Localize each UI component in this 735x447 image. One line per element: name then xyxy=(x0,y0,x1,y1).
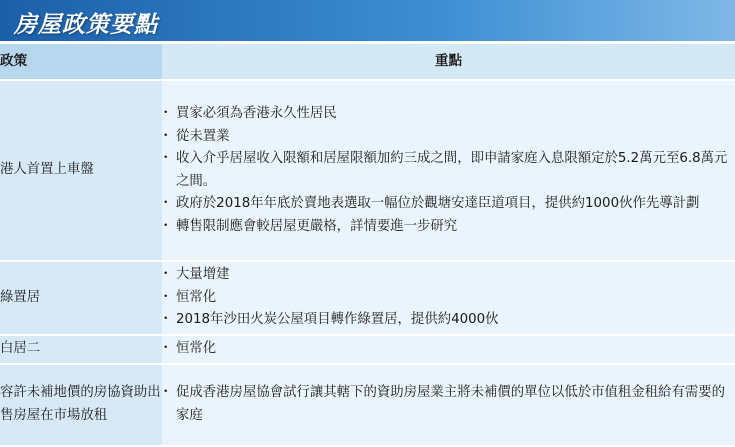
policy-points xyxy=(162,364,735,446)
list-item: ・ 促成香港房屋協會試行讓其轄下的資助房屋業主將未補價的單位以低於市值租金租給有需要的家庭 xyxy=(162,382,735,427)
table-row xyxy=(0,335,735,364)
policy-name: 白居二 xyxy=(0,335,162,364)
list-item: ・ 大量增建 xyxy=(162,264,735,287)
table-row xyxy=(0,80,735,261)
list-item: ・ 2018年沙田火炭公屋項目轉作綠置居，提供約4000伙 xyxy=(162,309,735,332)
policy-name: 綠置居 xyxy=(0,261,162,335)
table-row xyxy=(0,364,735,446)
list-item: ・ 恒常化 xyxy=(162,338,735,361)
table-header-row xyxy=(0,44,735,80)
title-bar xyxy=(0,0,735,44)
list-item: ・ 政府於2018年年底於賣地表選取一幅位於觀塘安達臣道項目，提供約1000伙作先導計劃 xyxy=(162,193,735,216)
column-header-policy: 政策 xyxy=(0,44,162,80)
list-item: ・ 恒常化 xyxy=(162,287,735,310)
list-item: ・ 從未置業 xyxy=(162,126,735,149)
column-header-key-points: 重點 xyxy=(162,44,735,80)
policy-name: 港人首置上車盤 xyxy=(0,80,162,261)
list-item: ・ 收入介乎居屋收入限額和居屋限額加約三成之間，即申請家庭入息限額定於5.2萬元至6.8萬元之間。 xyxy=(162,148,735,193)
policy-points xyxy=(162,80,735,261)
policy-points xyxy=(162,335,735,364)
policy-points xyxy=(162,261,735,335)
policy-name: 容許未補地價的房協資助出售房屋在市場放租 xyxy=(0,364,162,446)
table-row xyxy=(0,261,735,335)
page-title: 房屋政策要點 xyxy=(14,12,158,38)
list-item: ・ 買家必須為香港永久性居民 xyxy=(162,103,735,126)
policy-table xyxy=(0,44,735,447)
list-item: ・ 轉售限制應會較居屋更嚴格，詳情要進一步研究 xyxy=(162,216,735,239)
